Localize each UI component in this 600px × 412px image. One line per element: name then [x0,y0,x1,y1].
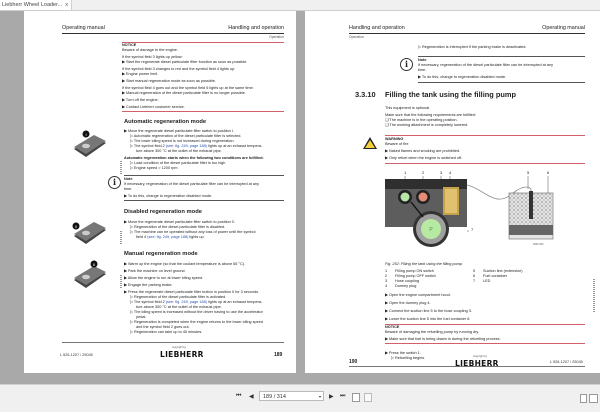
figure-link[interactable]: (see: fig. 249, page 188) [165,144,207,148]
prev-page-button[interactable]: ◀ [249,394,254,400]
svg-text:4: 4 [449,170,452,175]
svg-text:5: 5 [527,170,530,175]
doc-code: L 526-1207 / 25045 [60,353,93,357]
section-title: Filling the tank using the filling pump [385,90,516,99]
page-number: 189 [274,352,283,358]
warning-icon [363,137,377,149]
svg-text:0: 0 [74,223,78,229]
svg-text:7: 7 [471,227,474,232]
regeneration-switch-image [70,216,110,246]
page-separator [296,11,305,384]
page-number-input[interactable]: 189 / 314 ▾ [259,391,324,401]
svg-text:II: II [92,261,96,267]
info-icon: i [400,58,413,71]
document-viewer[interactable] [0,11,600,384]
tab-title: Liebherr Wheel Loader... [2,2,63,8]
info-icon: i [108,176,121,189]
facing-pages-icon[interactable] [589,394,598,403]
figure-caption: Fig. 252: Filling the tank using the filling pump [385,262,463,266]
tab-bar [0,0,600,11]
svg-text:6: 6 [547,170,550,175]
page-189: Operating manual Handling and operation Operation NOTICE Beware of damage to the engine. If the symbol field 3 lights up yellow: ▶ Start the regenerate diesel particulate filter function as soon as possible. If the symbol field 3 changes to red and the symbol field 4 lights up: ▶ Engine power limit. ▶ Start manual regeneration mode as soon as possible. If the symbol field 4 goes out and the symbol field 5 lights up at the same time: ▶ Manual regeneration of the diesel particulate filter is no longer possible. ▶ Turn off the engine. ▶ Contact Liebherr customer service. Automatic regeneration mode I ▶ Move the regenerate diesel particulate filter switch to position I. ▷ Automatic regeneration of the diesel particulate filter is selected. ▷ The lower idling speed is not increased during regeneration. ▷ The symbol field 2 (see: fig. 249, page 188) lights up at an exhaust tempera- ture above 300 °C at the outlet of the exhaust pipe. Automatic regeneration starts when the following two conditions are fulfilled: ▷ Load condition of the diesel particulate filter is too high ▷ Engine speed > 1200 rpm i Note If necessary, regeneration of the diesel particulate filter can be interrupted at any time. ▶ To do this, change to regeneration disabled mode. Disabled regeneration mode 0 ▶ Move the regenerate diesel particulate filter switch to position 0. ▷ Regeneration of the diesel particulate filter is disabled. ▷ The machine can be operated without any loss of power until the symbol field 4 (see: fig. 249, page 188) lights up. Manual regeneration mode II ▶ Warm up the engine (so that the coolant temperature is above 65 °C). ▶ Park the machine on level ground. ▶ Allow the engine to run at lower idling speed. ▶ Engage the parking brake. ▶ Press the regenerate diesel particulate filter button in position II for 3 seconds. ▷ Regeneration of the diesel particulate filter is activated. ▷ The symbol field 2 (see: fig. 249, page 188) lights up at an exhaust tempera- ture above 300 °C at the outlet of the exhaust pipe. ▷ The idling speed is increased without the driver having to use the accelerator pedal. ▷ Regeneration is completed when the engine returns to the lower idling speed and the symbol field 2 goes out. ▷ Regeneration can take up to 45 minutes. L 526-1207 / 25045 copyright by LIEBHERR 189 [24,11,296,373]
header-right: Handling and operation [228,25,284,31]
doc-code: L 526-1207 / 25045 [550,360,583,364]
header-left: Handling and operation [349,25,405,31]
page-header [349,25,585,34]
last-page-button[interactable]: ⏭ [340,393,346,399]
svg-text:2: 2 [422,170,425,175]
section-title-disabled: Disabled regeneration mode [124,209,202,215]
figure-link[interactable]: (see: fig. 249, page 188) [165,300,207,304]
filling-pump-figure [385,169,585,254]
two-page-view-icon[interactable] [352,393,360,402]
page-number: 190 [349,359,358,365]
page-190: Handling and operation Operating manual Operation ▷ Regeneration is interrupted if the parking brake is deactivated. i Note If necessary, regeneration of the diesel particulate filter can be interrupted at any time. ▶ To do this, change to regeneration disabled mode. 3.3.10 Filling the tank using the filling pump This equipment is optional. Make sure that the following requirements are fulfilled: ❑ The machine is in the operating position. ❑ The working attachment is completely lowered. WARNING Beware of fire ▶ Naked flames and smoking are prohibited. ▶ Only refuel when the engine is switched off. 1 2 3 4 5 6 7 P 0000 000 Fig. 252: Filling the tank using the filling pump 1 Filling pump ON switch 2 Filling pump OFF switch 3 Hose coupling 4 Dummy plug 5 Suction line (extension) 6 Fuel container 7 LED ▶ Open the engine compartment hood. ▶ Open the dummy plug 4. ▶ Connect the suction line 5 to the hose coupling 3. ▶ Lower the suction line 5 into the fuel container 6. NOTICE Beware of damaging the refuelling pump by running dry. ▶ Make sure that fuel is being drawn in during the refuelling process. ▶ Press the switch 1. ▷ Refuelling begins. [305,11,600,373]
svg-text:0000 000: 0000 000 [533,243,544,246]
notice-title: NOTICE [122,43,137,47]
section-title-automatic: Automatic regeneration mode [124,119,207,125]
figure-link[interactable]: (see: fig. 249, page 188) [147,235,189,239]
section-number: 3.3.10 [355,90,376,99]
regeneration-switch-image [70,260,110,290]
single-page-icon[interactable] [580,394,587,403]
svg-text:P: P [429,227,433,233]
first-page-button[interactable]: ⏮ [236,393,242,399]
chevron-down-icon[interactable]: ▾ [318,394,321,399]
svg-text:1: 1 [404,170,407,175]
svg-text:3: 3 [440,170,443,175]
liebherr-logo: LIEBHERR [160,350,204,359]
svg-text:I: I [85,131,87,137]
continuous-view-icon[interactable] [364,393,372,402]
header-right: Operating manual [542,25,585,31]
subheader: Operation [269,35,284,39]
status-bar [0,384,600,412]
subheader: Operation [349,35,364,39]
next-page-button[interactable]: ▶ [329,394,334,400]
liebherr-logo: LIEBHERR [455,359,499,368]
regeneration-switch-image [70,129,110,159]
page-header [62,25,284,34]
close-tab-icon[interactable]: x [65,2,68,8]
header-left: Operating manual [62,25,105,31]
section-title-manual: Manual regeneration mode [124,251,198,257]
document-tab[interactable] [0,0,72,10]
